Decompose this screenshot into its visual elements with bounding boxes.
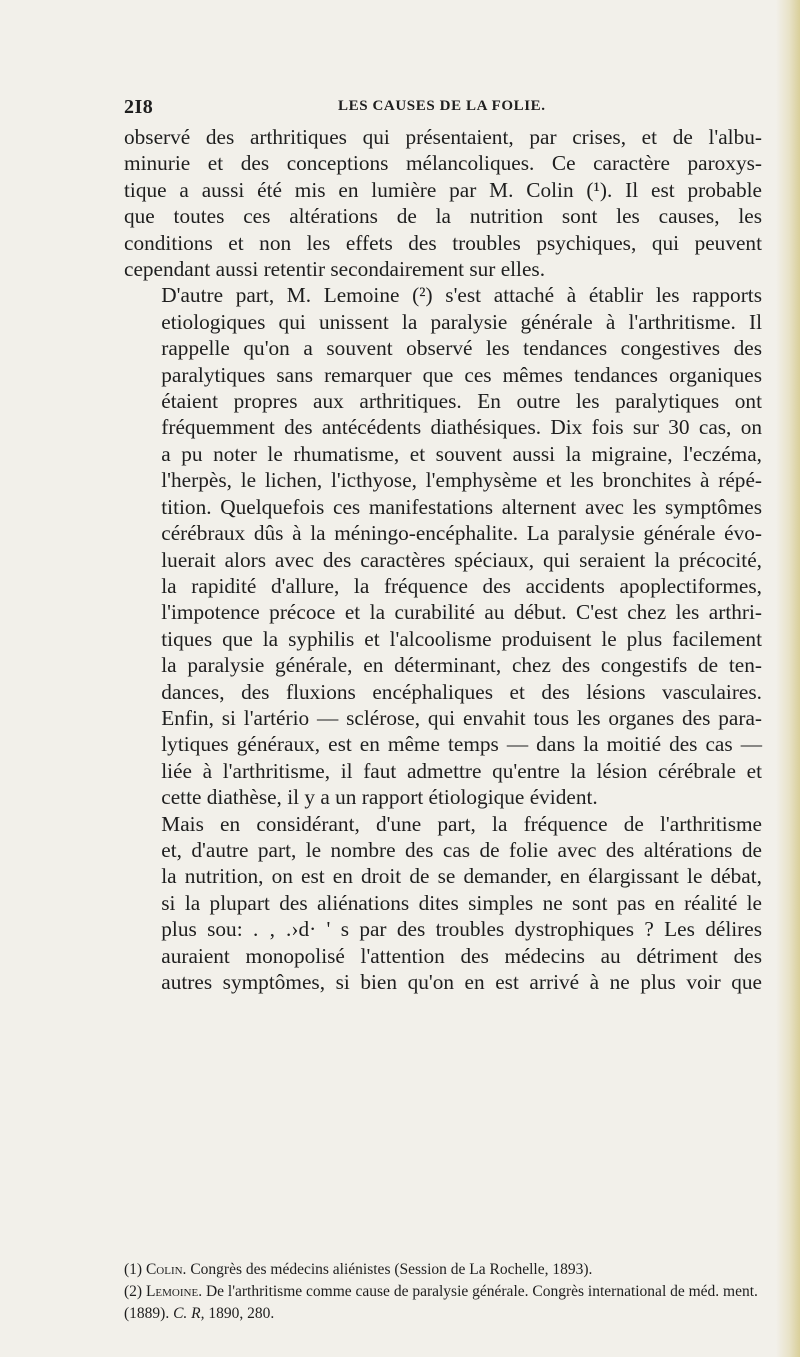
text-line: la paralysie générale, en déterminant, chez des congestifs de ten- xyxy=(161,653,762,678)
text-line: si la plupart des aliénations dites simples ne sont pas en réalité le xyxy=(161,890,762,915)
text-line: etiologiques qui unissent la paralysie générale à l'arthritisme. Il xyxy=(161,309,762,334)
text-line: paralytiques sans remarquer que ces mêmes tendances organiques xyxy=(161,362,762,387)
paragraph xyxy=(124,124,762,282)
text-line: plus sou: . ‚ .›d· ' s par des troubles dystrophiques ? Les délires xyxy=(161,917,762,942)
text-line: liée à l'arthritisme, il faut admettre qu'entre la lésion cérébrale et xyxy=(161,758,762,783)
text-line: rappelle qu'on a souvent observé les tendances congestives des xyxy=(161,336,762,361)
text-line: a pu noter le rhumatisme, et souvent aussi la migraine, l'eczéma, xyxy=(161,441,762,466)
text-line: luerait alors avec des caractères spéciaux, qui seraient la précocité, xyxy=(161,547,762,572)
text-line: lytiques généraux, est en même temps — dans la moitié des cas — xyxy=(161,732,762,757)
text-line: cependant aussi retentir secondairement sur elles. xyxy=(124,257,546,282)
text-line: tique a aussi été mis en lumière par M. Colin (¹). Il est probable xyxy=(124,177,762,202)
text-line: D'autre part, M. Lemoine (²) s'est attaché à établir les rapports xyxy=(161,283,762,308)
text-line: fréquemment des antécédents diathésiques. Dix fois sur 30 cas, on xyxy=(161,415,762,440)
footnote-author: Colin. xyxy=(145,1261,187,1278)
footnote-author: Lemoine. xyxy=(145,1283,203,1300)
page-header xyxy=(0,96,800,122)
page-edge-shadow xyxy=(776,0,800,1357)
paragraph xyxy=(124,811,762,996)
text-line: et, d'autre part, le nombre des cas de folie avec des altérations de xyxy=(161,837,762,862)
footnote-text: Congrès des médecins aliénistes (Session de La Rochelle, 1893). xyxy=(190,1261,593,1278)
text-line: conditions et non les effets des troubles psychiques, qui peuvent xyxy=(124,230,762,255)
text-line: observé des arthritiques qui présentaient, par crises, et de l'albu- xyxy=(124,125,762,149)
text-line: tition. Quelquefois ces manifestations alternent avec les symptômes xyxy=(161,494,762,519)
page-number: 2Ӏ8 xyxy=(124,96,154,118)
text-line: dances, des fluxions encéphaliques et des lésions vasculaires. xyxy=(161,679,762,704)
footnote xyxy=(124,1281,762,1325)
text-line: cérébraux dûs à la méningo-encéphalite. La paralysie générale évo- xyxy=(161,521,762,546)
text-line: auraient monopolisé l'attention des médecins au détriment des xyxy=(161,943,762,968)
text-line: étaient propres aux arthritiques. En outre les paralytiques ont xyxy=(161,389,762,414)
text-line: autres symptômes, si bien qu'on en est arrivé à ne plus voir que xyxy=(161,970,762,994)
paragraph xyxy=(124,282,762,810)
footnote-text: De l'arthritisme comme cause de paralysie générale. Congrès international de méd. ment. (1889). xyxy=(124,1283,758,1322)
text-line: la nutrition, on est en droit de se demander, en élargissant le débat, xyxy=(161,864,762,889)
footnote xyxy=(124,1259,762,1281)
text-line: l'impotence précoce et la curabilité au début. C'est chez les arthri- xyxy=(161,600,762,625)
footnote-number: (1) xyxy=(124,1261,143,1278)
footnotes xyxy=(124,1259,762,1325)
body-text xyxy=(124,124,762,995)
footnote-text-end: 1890, 280. xyxy=(208,1305,275,1322)
text-line: que toutes ces altérations de la nutrition sont les causes, les xyxy=(124,204,762,229)
text-line: la rapidité d'allure, la fréquence des accidents apoplectiformes, xyxy=(161,573,762,598)
text-line: Mais en considérant, d'une part, la fréquence de l'arthritisme xyxy=(161,811,762,836)
text-line: Enfin, si l'artério — sclérose, qui envahit tous les organes des para- xyxy=(161,705,762,730)
running-title: LES CAUSES DE LA FOLIE. xyxy=(338,98,546,114)
text-line: tiques que la syphilis et l'alcoolisme produisent le plus facilement xyxy=(161,626,762,651)
footnote-citation: C. R, xyxy=(173,1305,205,1322)
footnote-number: (2) xyxy=(124,1283,143,1300)
text-line: minurie et des conceptions mélancoliques. Ce caractère paroxys- xyxy=(124,151,762,176)
text-line: l'herpès, le lichen, l'icthyose, l'emphysème et les bronchites à répé- xyxy=(161,468,762,493)
text-line: cette diathèse, il y a un rapport étiologique évident. xyxy=(161,785,598,810)
